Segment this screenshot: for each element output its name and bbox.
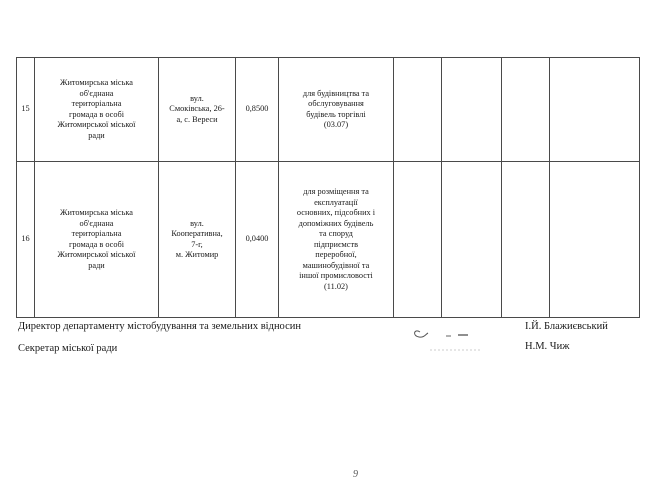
page-number: 9: [353, 469, 358, 480]
row-number: 15: [17, 58, 35, 162]
empty-cell: [394, 58, 442, 162]
signature-scribble: [410, 318, 490, 358]
empty-cell: [550, 58, 640, 162]
empty-cell: [502, 162, 550, 318]
empty-cell: [502, 58, 550, 162]
area-cell: 0,8500: [236, 58, 279, 162]
director-title: Директор департаменту містобудування та земельних відносин: [18, 321, 301, 332]
area-cell: 0,0400: [236, 162, 279, 318]
secretary-name: Н.М. Чиж: [525, 341, 570, 352]
address-cell: вул. Смоківська, 26- а, с. Вереси: [159, 58, 236, 162]
land-plots-table: [16, 57, 640, 318]
owner-cell: Житомирська міська об'єднана територіальна громада в особі Житомирської міської ради: [35, 58, 159, 162]
director-name: І.Й. Блажиєвський: [525, 321, 608, 332]
empty-cell: [550, 162, 640, 318]
table-row: [17, 162, 640, 318]
table-row: [17, 58, 640, 162]
purpose-cell: для будівництва та обслуговування будівель торгівлі (03.07): [279, 58, 394, 162]
row-number: 16: [17, 162, 35, 318]
purpose-cell: для розміщення та експлуатації основних, підсобних і допоміжних будівель та споруд підприємств переробної, машинобудівної та іншої промисловості (11.02): [279, 162, 394, 318]
empty-cell: [442, 162, 502, 318]
empty-cell: [394, 162, 442, 318]
owner-cell: Житомирська міська об'єднана територіальна громада в особі Житомирської міської ради: [35, 162, 159, 318]
secretary-title: Секретар міської ради: [18, 343, 118, 354]
empty-cell: [442, 58, 502, 162]
address-cell: вул. Кооперативна, 7-г, м. Житомир: [159, 162, 236, 318]
